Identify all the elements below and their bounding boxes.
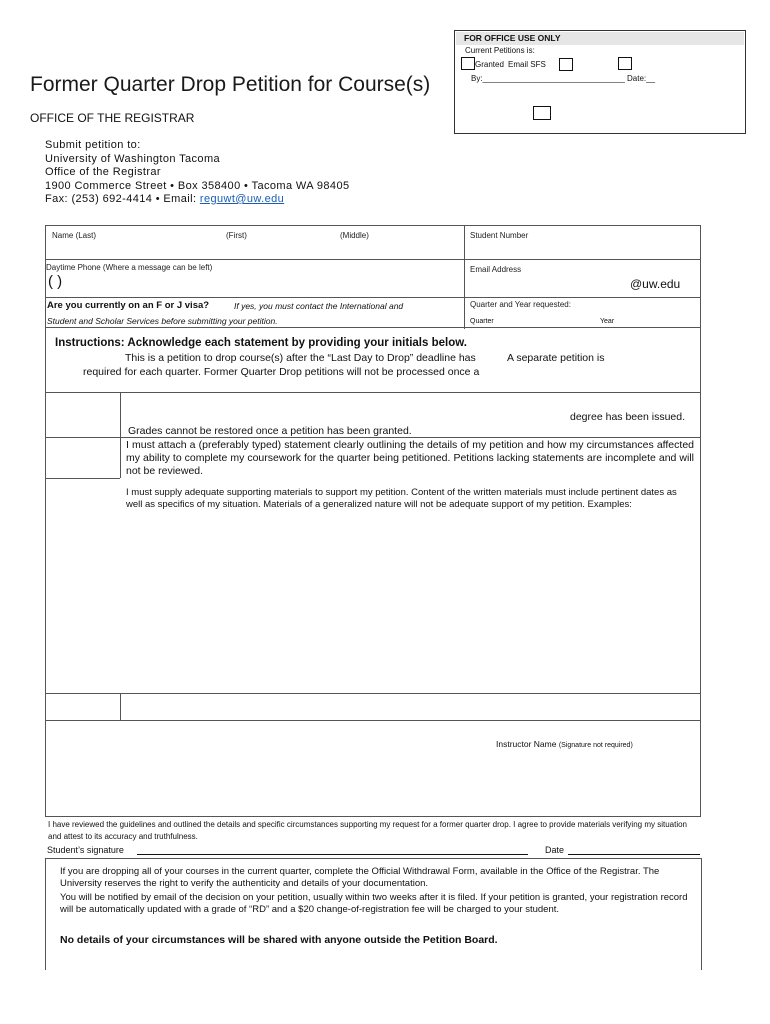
instruction-line-1: This is a petition to drop course(s) after the “Last Day to Drop” deadline has xyxy=(125,352,476,364)
footer-paragraph-1: If you are dropping all of your courses in the current quarter, complete the Official Withdrawal Form, available in the Office of the Registrar. The University reserves the right to verify the authenticity and details of your documentation. xyxy=(60,866,660,889)
fax-email-line xyxy=(45,193,284,205)
statement-1-tail: degree has been issued. xyxy=(570,411,686,423)
instruction-line-2: required for each quarter. Former Quarter Drop petitions will not be processed once a xyxy=(83,366,480,378)
statement-3: I must supply adequate supporting materials to support my petition. Content of the written materials must include pertinent dates as well as specifics of my situation. Materials of a generalized nature will not be adequate support of my petition. Examples: xyxy=(126,487,677,510)
statement-2: I must attach a (preferably typed) statement clearly outlining the details of my petition and how my circumstances affected my ability to complete my coursework for the quarter being petitioned. Petitions lacking statements are incomplete and will not be reviewed. xyxy=(126,439,694,477)
signature-date-label: Date xyxy=(545,845,565,855)
student-signature-line[interactable] xyxy=(137,854,528,855)
initials-box-1[interactable] xyxy=(46,394,120,436)
instruction-line-1b: A separate petition is xyxy=(507,352,605,364)
name-first-label: (First) xyxy=(226,231,247,240)
instructor-name-text: Instructor Name xyxy=(496,739,557,749)
fax-label: Fax: (253) 692-4414 • Email: xyxy=(45,193,197,205)
email-suffix: @uw.edu xyxy=(630,277,681,291)
year-label: Year xyxy=(600,318,615,325)
instructions-section xyxy=(45,328,701,817)
statement-1: Grades cannot be restored once a petition has been granted. xyxy=(128,425,412,437)
office-name: Office of the Registrar xyxy=(45,166,161,178)
email-sfs-label: Email SFS xyxy=(508,60,546,69)
student-info-table xyxy=(45,225,701,328)
name-middle-label: (Middle) xyxy=(340,231,369,240)
quarter-label: Quarter xyxy=(470,318,494,325)
email-link[interactable]: reguwt@uw.edu xyxy=(199,193,285,205)
submit-to-label: Submit petition to: xyxy=(45,139,141,151)
office-checkbox-3[interactable] xyxy=(618,57,632,70)
granted-label: Granted xyxy=(475,60,504,69)
email-address-label: Email Address xyxy=(470,265,522,274)
sig-not-required-text: (Signature not required) xyxy=(558,742,633,749)
name-last-label: Name (Last) xyxy=(52,231,97,240)
quarter-year-label: Quarter and Year requested: xyxy=(470,300,571,309)
student-signature-label: Student’s signature xyxy=(47,845,124,855)
phone-field[interactable]: ( ) xyxy=(48,273,63,290)
granted-checkbox[interactable] xyxy=(461,57,475,70)
footer-paragraph-3: No details of your circumstances will be shared with anyone outside the Petition Board. xyxy=(60,934,498,946)
footer-paragraph-2: You will be notified by email of the decision on your petition, usually within two weeks after it is filed. If your petition is granted, your registration record will be automatically updated with a grade of “RD” and a $20 change-of-registration fee will be charged to your student. xyxy=(60,892,688,915)
initials-box-2[interactable] xyxy=(46,438,120,478)
visa-question: Are you currently on an F or J visa? xyxy=(47,300,210,311)
student-number-label: Student Number xyxy=(470,231,529,240)
initials-box-3[interactable] xyxy=(46,694,120,720)
current-petitions-label: Current Petitions is: xyxy=(465,46,535,55)
signature-date-line[interactable] xyxy=(568,854,700,855)
visa-note: If yes, you must contact the International and xyxy=(234,301,404,311)
email-sfs-checkbox[interactable] xyxy=(559,58,573,71)
university-name: University of Washington Tacoma xyxy=(45,153,221,165)
instructions-heading: Instructions: Acknowledge each statement by providing your initials below. xyxy=(55,337,467,349)
visa-note-2: Student and Scholar Services before submitting your petition. xyxy=(47,316,278,326)
office-date-label: Date:__ xyxy=(627,74,656,83)
office-checkbox-4[interactable] xyxy=(533,106,551,120)
by-label: By:________________________________ xyxy=(471,74,625,83)
daytime-phone-label: Daytime Phone (Where a message can be left) xyxy=(46,263,213,272)
street-address: 1900 Commerce Street • Box 358400 • Tacoma WA 98405 xyxy=(45,180,350,192)
page-title: Former Quarter Drop Petition for Course(s) xyxy=(30,73,431,96)
attestation-text: I have reviewed the guidelines and outlined the details and specific circumstances supporting my request for a former quarter drop. I agree to provide materials verifying my situation and attest to its accuracy and truthfulness. xyxy=(48,820,687,841)
office-use-heading: FOR OFFICE USE ONLY xyxy=(456,32,744,45)
footer-notes-box xyxy=(45,858,702,970)
office-use-box xyxy=(454,30,746,134)
office-subtitle: OFFICE OF THE REGISTRAR xyxy=(30,111,195,125)
instructor-name-label xyxy=(496,739,633,749)
